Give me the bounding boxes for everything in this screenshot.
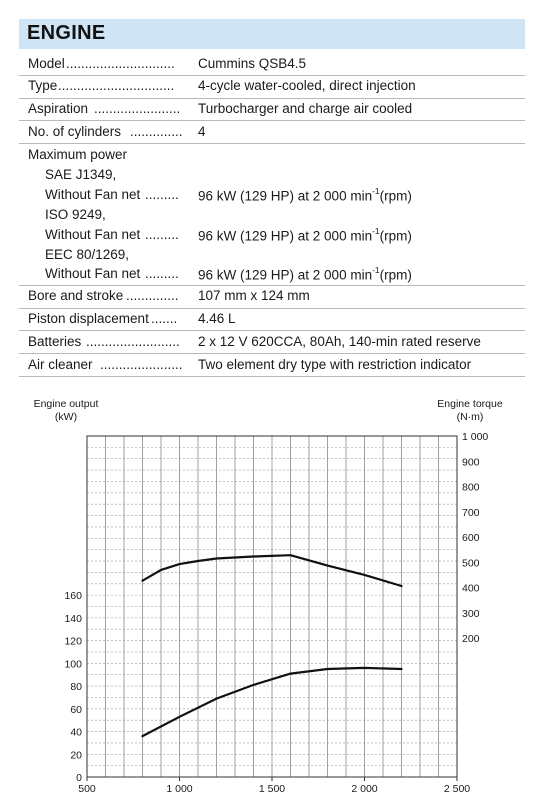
y-right-tick-label: 600 bbox=[462, 532, 480, 545]
leader-dots: ....... bbox=[151, 311, 178, 326]
y-left-tick-label: 40 bbox=[70, 726, 82, 739]
power-unit: (rpm) bbox=[379, 188, 412, 204]
spec-label: Without Fan net bbox=[45, 227, 141, 242]
x-tick-label: 1 500 bbox=[258, 783, 286, 795]
y-right-tick-label: 1 000 bbox=[462, 431, 489, 443]
spec-value: Turbocharger and charge air cooled bbox=[198, 101, 413, 116]
spec-value: Two element dry type with restriction indicator bbox=[198, 357, 472, 372]
x-tick-label: 2 500 bbox=[443, 783, 471, 795]
y-left-tick-label: 140 bbox=[64, 612, 82, 625]
spec-label: Model bbox=[28, 56, 65, 71]
y-left-tick-label: 80 bbox=[70, 681, 82, 694]
power-superscript: -1 bbox=[372, 186, 380, 196]
spec-value: 4.46 L bbox=[198, 311, 236, 326]
spec-label: Without Fan net bbox=[45, 187, 141, 202]
power-superscript: -1 bbox=[372, 265, 380, 275]
power-value: 96 kW (129 HP) at 2 000 min bbox=[198, 228, 373, 244]
leader-dots: ............................... bbox=[58, 78, 175, 93]
spec-label: Maximum power bbox=[28, 147, 128, 162]
spec-label: EEC 80/1269, bbox=[45, 247, 130, 262]
spec-value: 4 bbox=[198, 124, 206, 139]
x-tick-label: 500 bbox=[78, 783, 96, 795]
spec-label: SAE J1349, bbox=[45, 167, 117, 182]
spec-label: Aspiration bbox=[28, 101, 89, 116]
spec-label: Air cleaner bbox=[28, 357, 93, 372]
y-right-tick-label: 800 bbox=[462, 481, 480, 494]
leader-dots: .............. bbox=[126, 288, 179, 303]
spec-label: Bore and stroke bbox=[28, 288, 124, 303]
section-title: ENGINE bbox=[27, 22, 106, 44]
leader-dots: .............. bbox=[130, 124, 183, 139]
y-right-tick-label: 500 bbox=[462, 557, 480, 570]
spec-label: ISO 9249, bbox=[45, 207, 106, 222]
spec-label: No. of cylinders bbox=[28, 124, 122, 139]
y-left-tick-label: 0 bbox=[76, 772, 82, 784]
x-tick-label: 1 000 bbox=[166, 783, 193, 795]
leader-dots: ......... bbox=[145, 227, 179, 242]
spec-value: Cummins QSB4.5 bbox=[198, 56, 307, 71]
y-left-tick-label: 100 bbox=[64, 658, 82, 671]
spec-label: Batteries bbox=[28, 334, 82, 349]
leader-dots: ......... bbox=[145, 266, 179, 281]
power-value: 96 kW (129 HP) at 2 000 min bbox=[198, 267, 373, 283]
spec-value: 4-cycle water-cooled, direct injection bbox=[198, 78, 416, 93]
y-right-tick-label: 400 bbox=[462, 582, 480, 595]
power-superscript: -1 bbox=[372, 226, 380, 236]
right-axis-title-text: Engine torque (N·m) bbox=[437, 398, 503, 423]
y-left-tick-label: 60 bbox=[70, 703, 82, 716]
x-tick-label: 2 000 bbox=[351, 783, 378, 795]
spec-label: Type bbox=[28, 78, 58, 93]
left-axis-title-text: Engine output (kW) bbox=[33, 398, 99, 423]
y-left-tick-label: 160 bbox=[64, 590, 82, 603]
leader-dots: ............................. bbox=[66, 56, 175, 71]
spec-value: 107 mm x 124 mm bbox=[198, 288, 310, 303]
leader-dots: ......................... bbox=[86, 334, 180, 349]
y-right-tick-label: 700 bbox=[462, 506, 480, 519]
y-right-tick-label: 900 bbox=[462, 456, 480, 469]
spec-value: 2 x 12 V 620CCA, 80Ah, 140-min rated reserve bbox=[198, 334, 481, 349]
spec-label: Without Fan net bbox=[45, 266, 141, 281]
leader-dots: ......... bbox=[145, 187, 179, 202]
y-right-tick-label: 200 bbox=[462, 633, 480, 646]
y-left-tick-label: 20 bbox=[70, 749, 82, 762]
y-right-tick-label: 300 bbox=[462, 607, 480, 620]
leader-dots: ....................... bbox=[94, 101, 181, 116]
spec-label: Piston displacement bbox=[28, 311, 149, 326]
power-value: 96 kW (129 HP) at 2 000 min bbox=[198, 188, 373, 204]
y-left-tick-label: 120 bbox=[64, 635, 82, 648]
power-unit: (rpm) bbox=[379, 228, 412, 244]
power-unit: (rpm) bbox=[379, 267, 412, 283]
leader-dots: ...................... bbox=[100, 357, 183, 372]
